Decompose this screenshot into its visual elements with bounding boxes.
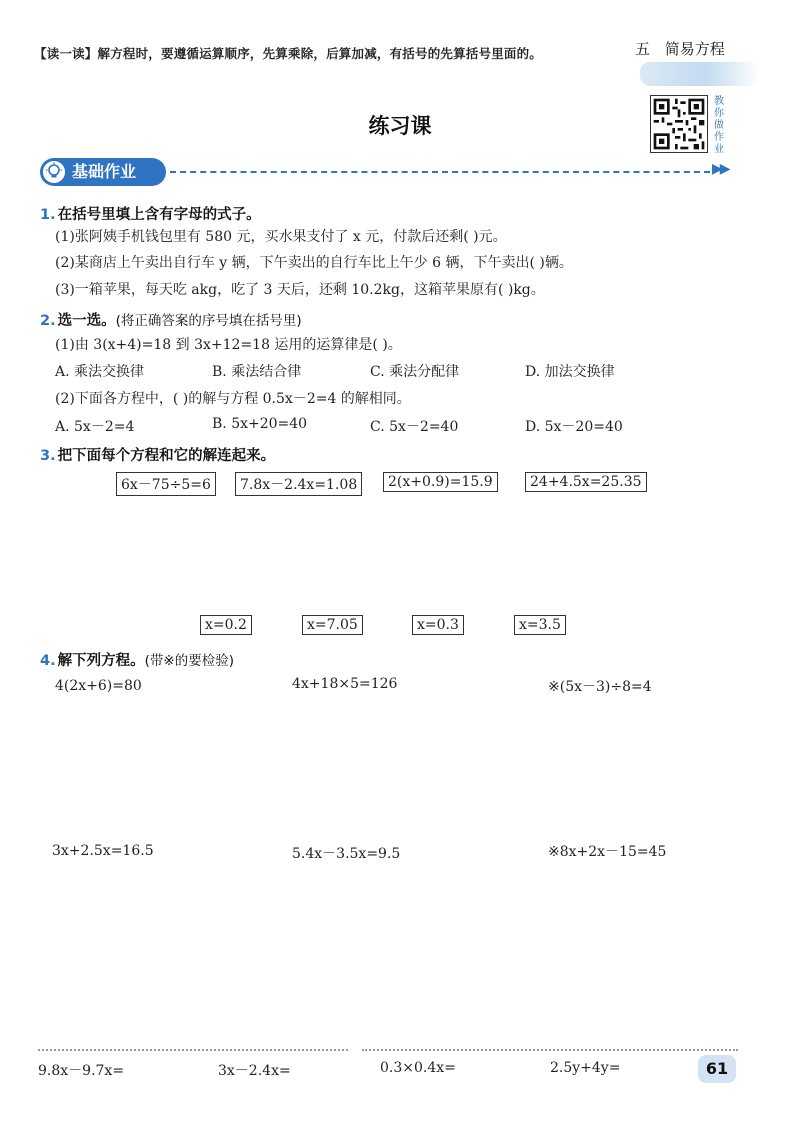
section-divider [170, 171, 710, 173]
oral-calc-item: 2.5y+4y= [550, 1060, 621, 1076]
header-decoration [640, 62, 760, 86]
q3-equation: 2(x+0.9)=15.9 [383, 472, 498, 492]
q2-sub2-option-a: A. 5x－2=4 [55, 419, 135, 435]
q4-equation: 3x+2.5x=16.5 [52, 843, 154, 859]
lightbulb-icon [43, 161, 65, 183]
section-banner [40, 158, 166, 186]
q2-heading [40, 309, 302, 330]
q2-text: 选一选。 [57, 313, 116, 329]
page-title: 练习课 [368, 114, 432, 138]
q4-number: 4. [40, 653, 56, 669]
q2-sub1-option-a: A. 乘法交换律 [55, 364, 145, 380]
q4-equation: ※8x+2x－15=45 [548, 844, 667, 860]
footer-divider [362, 1049, 738, 1051]
q3-solution: x=3.5 [514, 615, 566, 635]
section-label: 基础作业 [72, 162, 137, 181]
q4-equation: ※(5x－3)÷8=4 [548, 679, 652, 695]
chapter-number: 五 [635, 40, 651, 58]
q4-equation: 5.4x－3.5x=9.5 [292, 846, 401, 862]
q3-solution: x=0.2 [200, 615, 252, 635]
qr-caption-char: 做 [714, 120, 724, 131]
q4-heading [40, 649, 234, 670]
footer-divider [38, 1049, 348, 1051]
page-number: 61 [698, 1055, 736, 1083]
q1-text: 在括号里填上含有字母的式子。 [57, 207, 261, 223]
q2-sub1-option-b: B. 乘法结合律 [212, 364, 302, 380]
chapter-label [635, 38, 725, 59]
q1-line-3: (3)一箱苹果，每天吃 akg，吃了 3 天后，还剩 10.2kg，这箱苹果原有( )kg。 [55, 282, 545, 298]
qr-caption-char: 你 [714, 108, 724, 119]
q1-line-2: (2)某商店上午卖出自行车 y 辆，下午卖出的自行车比上午少 6 辆，下午卖出( )辆。 [55, 255, 573, 271]
q3-text: 把下面每个方程和它的解连起来。 [57, 448, 276, 464]
q2-sub1: (1)由 3(x+4)=18 到 3x+12=18 运用的运算律是( )。 [55, 337, 402, 353]
qr-caption-char: 作 [714, 132, 724, 143]
q3-equation: 24+4.5x=25.35 [525, 472, 647, 492]
qr-caption-char: 业 [714, 144, 724, 155]
q2-sub2-option-c: C. 5x－2=40 [370, 419, 459, 435]
oral-calc-item: 3x－2.4x= [218, 1063, 291, 1079]
double-arrow-icon: ▶▶ [712, 161, 728, 177]
qr-caption-char: 教 [714, 96, 724, 107]
q2-number: 2. [40, 313, 56, 329]
chapter-title: 简易方程 [664, 40, 725, 58]
qr-caption [712, 96, 726, 156]
q3-heading [40, 444, 275, 465]
oral-calc-item: 9.8x－9.7x= [38, 1063, 125, 1079]
q3-number: 3. [40, 448, 56, 464]
q4-equation: 4(2x+6)=80 [55, 678, 142, 694]
oral-calc-item: 0.3×0.4x= [380, 1060, 456, 1076]
q1-line-1: (1)张阿姨手机钱包里有 580 元，买水果支付了 x 元，付款后还剩( )元。 [55, 229, 507, 245]
q2-sub2-option-b: B. 5x+20=40 [212, 416, 308, 432]
q3-equation: 7.8x－2.4x=1.08 [235, 472, 362, 496]
q3-equation: 6x－75÷5=6 [116, 472, 216, 496]
reading-tip: 【读一读】解方程时，要遵循运算顺序，先算乘除，后算加减，有括号的先算括号里面的。 [34, 46, 543, 61]
q4-note: (带※的要检验) [144, 653, 234, 669]
q3-solution: x=0.3 [412, 615, 464, 635]
q1-heading [40, 203, 261, 224]
qr-code-icon [650, 95, 708, 153]
q2-sub2-option-d: D. 5x－20=40 [525, 419, 623, 435]
q4-equation: 4x+18×5=126 [292, 676, 398, 692]
q2-sub1-option-d: D. 加法交换律 [525, 364, 615, 380]
q2-note: (将正确答案的序号填在括号里) [115, 313, 302, 329]
q3-solution: x=7.05 [302, 615, 363, 635]
q1-number: 1. [40, 207, 56, 223]
q2-sub2: (2)下面各方程中，( )的解与方程 0.5x－2=4 的解相同。 [55, 391, 411, 407]
q4-text: 解下列方程。 [57, 653, 145, 669]
q2-sub1-option-c: C. 乘法分配律 [370, 364, 460, 380]
